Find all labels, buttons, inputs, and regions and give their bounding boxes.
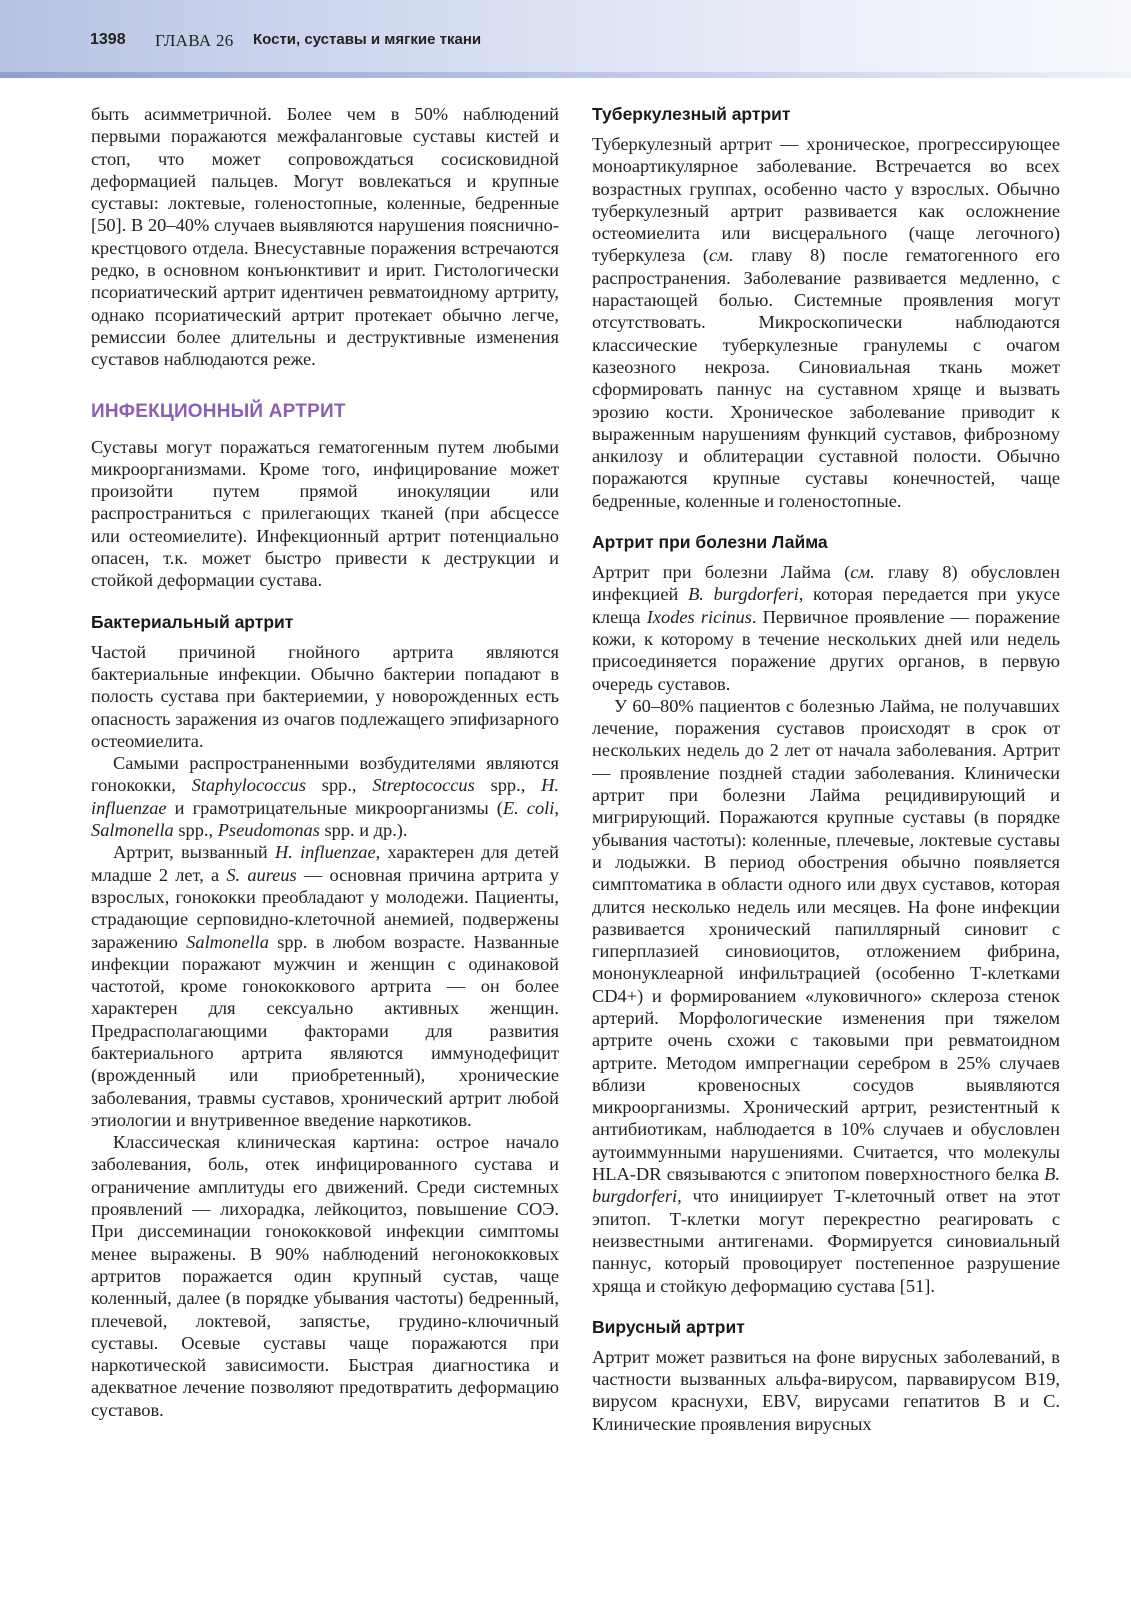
subheading-lyme-arthritis: Артрит при болезни Лайма: [592, 532, 828, 553]
paragraph-lyme-2: У 60–80% пациентов с болезнью Лайма, не получавших лечение, поражения суставов происходят в срок от нескольких недель до 2 лет от начала заболевания. Артрит — проявление поздней стадии заболевания. Клинически артрит при болезни Лайма рецидивирующий и мигрирующий. Поражаются крупные суставы (в порядке убывания частоты): коленные, плечевые, локтевые суставы и лодыжки. В период обострения обычно появляется симптоматика в области одного или двух суставов, которая длится несколько недель или месяцев. На фоне инфекции развивается хронический папиллярный синовит с гиперплазией синовиоцитов, отложением фибрина, мононуклеарной инфильтрацией (особенно Т-клетками CD4+) и формированием «луковичного» склероза стенок артерий. Морфологические изменения при тяжелом артрите очень схожи с таковыми при ревматоидном артрите. Методом импрегнации серебром в 25% случаев вблизи кровеносных сосудов выявляются микроорганизмы. Хронический артрит, резистентный к антибиотикам, наблюдается в 10% случаев и обусловлен аутоиммунными нарушениями. Считается, что молекулы HLA-DR связываются с эпитопом поверхностного белка B. burgdorferi, что инициирует Т-клеточный ответ на этот эпитоп. Т-клетки могут перекрестно реагировать с неизвестными антигенами. Формируется синовиальный паннус, который провоцирует постепенное разрушение хряща и стойкую деформацию сустава [51].: [592, 695, 1060, 1296]
subheading-bacterial-arthritis: Бактериальный артрит: [91, 611, 294, 632]
paragraph-infectious-intro: Суставы могут поражаться гематогенным путем любыми микроорганизмами. Кроме того, инфицирование может произойти путем прямой инокуляции или распространиться с прилегающих тканей (при абсцессе или остеомиелите). Инфекционный артрит потенциально опасен, т.к. может быстро привести к деструкции и стойкой деформации сустава.: [91, 436, 559, 591]
paragraph-bacterial-1: Частой причиной гнойного артрита являются бактериальные инфекции. Обычно бактерии попадают в полость сустава при бактериемии, у новорожденных есть опасность заражения из очагов подлежащего эпифизарного остеомиелита.: [91, 641, 559, 751]
paragraph-viral: Артрит может развиться на фоне вирусных заболеваний, в частности вызванных альфа-вирусом, парвавирусом B19, вирусом краснухи, EBV, вирусами гепатитов B и C. Клинические проявления вирусных: [592, 1346, 1060, 1434]
paragraph-tuberculous: Туберкулезный артрит — хроническое, прогрессирующее моноартикулярное заболевание. Встречается во всех возрастных группах, особенно часто у взрослых. Обычно туберкулезный артрит развивается как осложнение остеомиелита или висцерального (чаще легочного) туберкулеза (см. главу 8) после гематогенного его распространения. Заболевание развивается медленно, с нарастающей болью. Системные проявления могут отсутствовать. Микроскопически наблюдаются классические туберкулезные гранулемы с очагом казеозного некроза. Синовиальная ткань может сформировать паннус на суставном хряще и вызвать эрозию кости. Хроническое заболевание приводит к выраженным нарушениям функций суставов, фиброзному анкилозу и облитерации суставной полости. Обычно поражаются крупные суставы конечностей, чаще бедренные, коленные и голеностопные.: [592, 134, 1060, 511]
section-heading-infectious-arthritis: ИНФЕКЦИОННЫЙ АРТРИТ: [91, 400, 346, 422]
left-column: [91, 103, 559, 1421]
paragraph-bacterial-3: Артрит, вызванный H. influenzae, характерен для детей младше 2 лет, а S. aureus — основная причина артрита у взрослых, гонококки преобладают у молодежи. Пациенты, страдающие серповидно-клеточной анемией, подвержены заражению Salmonella spp. в любом возрасте. Названные инфекции поражают мужчин и женщин с одинаковой частотой, кроме гонококкового артрита — он более характерен для сексуально активных женщин. Предрасполагающими факторами для развития бактериального артрита являются иммунодефицит (врожденный или приобретенный), хронические заболевания, травмы суставов, хронический артрит любой этиологии и внутривенное введение наркотиков.: [91, 842, 560, 1130]
chapter-label: ГЛАВА 26: [155, 31, 234, 50]
paragraph-lyme-1: Артрит при болезни Лайма (см. главу 8) обусловлен инфекцией B. burgdorferi, которая передается при укусе клеща Ixodes ricinus. Первичное проявление — поражение кожи, к которому в течение нескольких дней или недель присоединяется поражение других органов, в первую очередь суставов.: [592, 562, 1061, 694]
page-number: 1398: [90, 31, 126, 48]
chapter-title: Кости, суставы и мягкие ткани: [253, 31, 482, 48]
paragraph-bacterial-2: Самыми распространенными возбудителями являются гонококки, Staphylococcus spp., Streptococcus spp., H. influenzae и грамотрицательные микроорганизмы (E. coli, Salmonella spp., Pseudomonas spp. и др.).: [91, 753, 559, 841]
paragraph-bacterial-4: Классическая клиническая картина: острое начало заболевания, боль, отек инфицированного сустава и ограничение амплитуды его движений. Среди системных проявлений — лихорадка, лейкоцитоз, повышение СОЭ. При диссеминации гонококковой инфекции симптомы менее выражены. В 90% наблюдений негонококковых артритов поражается один крупный сустав, чаще коленный, далее (в порядке убывания частоты) бедренный, плечевой, локтевой, запястье, грудино-ключичный суставы. Осевые суставы чаще поражаются при наркотической зависимости. Быстрая диагностика и адекватное лечение позволяют предотвратить деформацию суставов.: [91, 1132, 559, 1420]
subheading-viral-arthritis: Вирусный артрит: [592, 1316, 745, 1337]
header-accent-stripe: [0, 72, 1131, 78]
paragraph-psoriatic-continued: быть асимметричной. Более чем в 50% наблюдений первыми поражаются межфаланговые суставы кистей и стоп, что может сопровождаться сосисковидной деформацией пальцев. Могут вовлекаться и крупные суставы: локтевые, голеностопные, коленные, бедренные [50]. В 20–40% случаев выявляются нарушения пояснично-крестцового отдела. Внесуставные поражения встречаются редко, в основном конъюнктивит и ирит. Гистологически псориатический артрит идентичен ревматоидному артриту, однако псориатический артрит протекает обычно легче, ремиссии более длительны и деструктивные изменения суставов наблюдаются реже.: [91, 104, 559, 370]
subheading-tuberculous-arthritis: Туберкулезный артрит: [592, 104, 791, 124]
right-column: [592, 104, 1060, 1435]
running-header: [0, 0, 1131, 78]
